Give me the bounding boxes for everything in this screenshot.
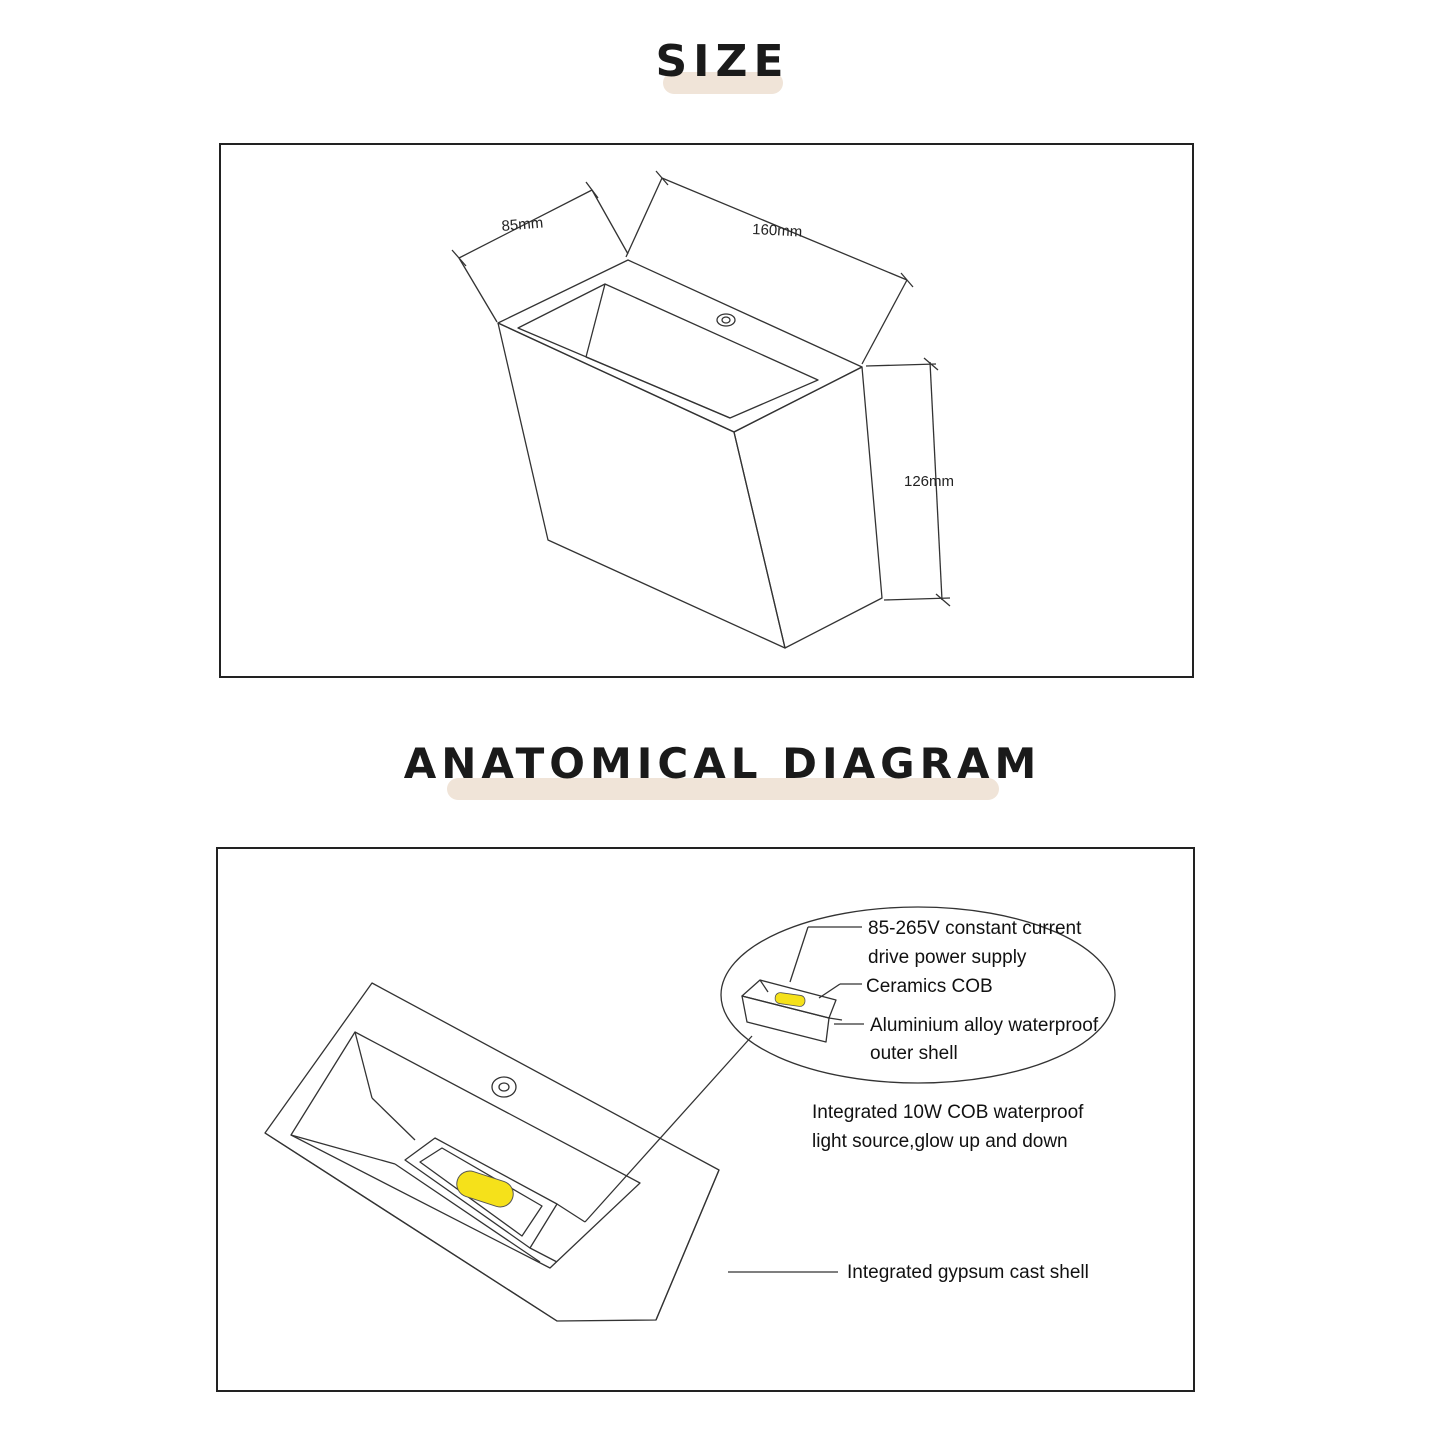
size-heading-text: SIZE (655, 36, 790, 87)
gypsum-shell-label: Integrated gypsum cast shell (847, 1262, 1089, 1283)
led-cob-large (453, 1168, 516, 1211)
width-label: 160mm (751, 221, 803, 241)
height-label: 126mm (904, 473, 955, 490)
power-supply-label-line2: drive power supply (868, 947, 1027, 968)
anatomical-heading-text: ANATOMICAL DIAGRAM (403, 739, 1042, 788)
aluminium-shell-label-line2: outer shell (870, 1043, 958, 1064)
ceramics-cob-label: Ceramics COB (866, 976, 993, 997)
depth-label: 85mm (500, 214, 544, 235)
power-supply-label-line1: 85-265V constant current (868, 918, 1082, 939)
light-source-label-line1: Integrated 10W COB waterproof (812, 1102, 1084, 1123)
lamp-box-drawing (498, 260, 882, 648)
dimension-width-line (626, 171, 913, 364)
light-source-label-line2: light source,glow up and down (812, 1131, 1068, 1152)
lamp-cutaway-drawing (265, 983, 719, 1321)
aluminium-shell-label-line1: Aluminium alloy waterproof (870, 1015, 1099, 1036)
dimension-depth-line (452, 182, 628, 322)
